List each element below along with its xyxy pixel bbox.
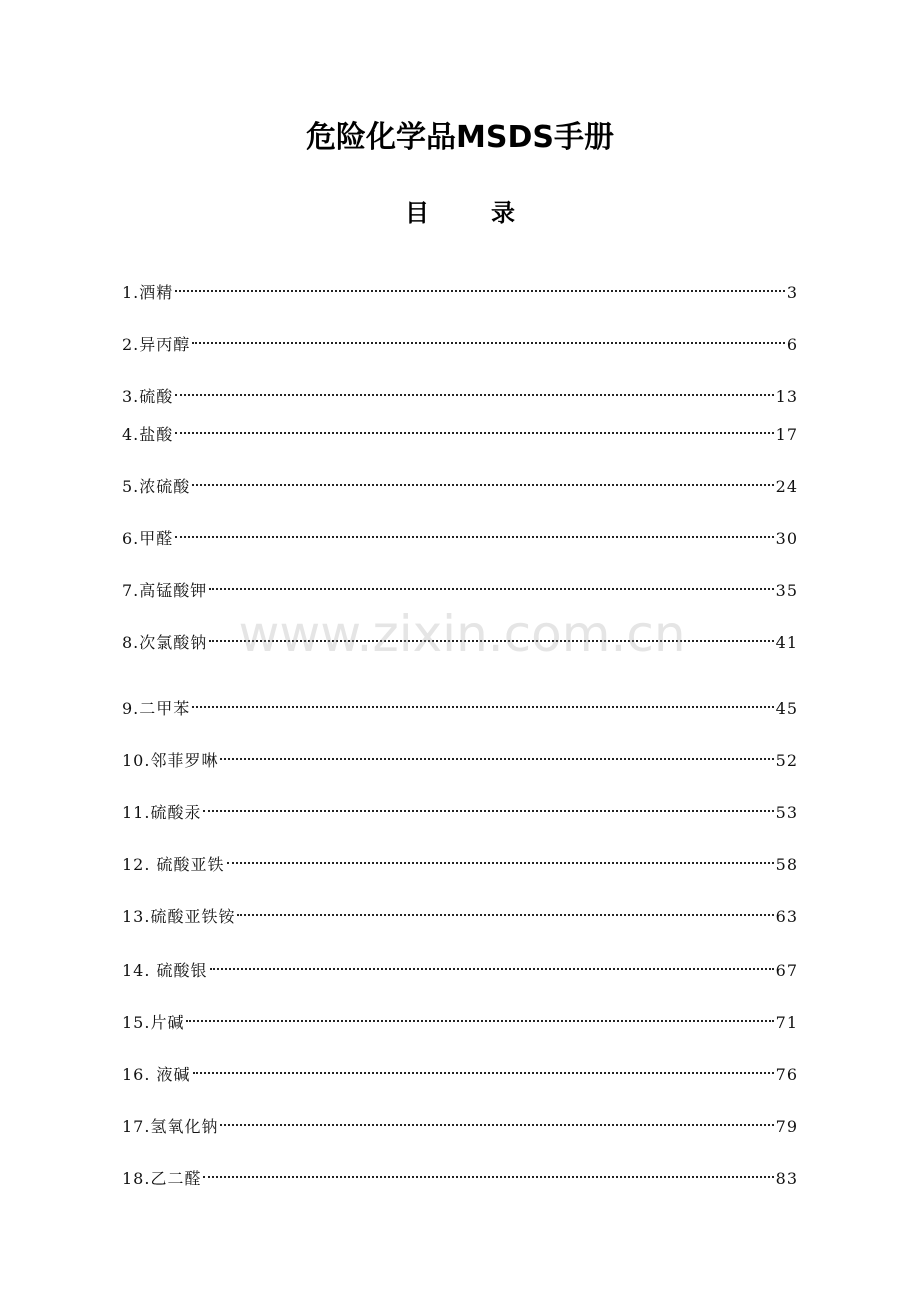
toc-entry[interactable]: [122, 1108, 798, 1136]
toc-leader-dots: [203, 794, 773, 818]
toc-entry[interactable]: [122, 952, 798, 980]
toc-leader-dots: [209, 572, 773, 596]
toc-entry-page: 17: [775, 425, 798, 444]
toc-entry[interactable]: [122, 416, 798, 444]
toc-entry-page: 76: [775, 1065, 798, 1084]
toc-entry[interactable]: [122, 378, 798, 406]
toc-entry-page: 83: [775, 1169, 798, 1188]
toc-entry-label: 18.乙二醛: [122, 1169, 202, 1188]
toc-entry-page: 58: [775, 855, 798, 874]
toc-entry[interactable]: [122, 624, 798, 652]
toc-leader-dots: [203, 1160, 773, 1184]
toc-leader-dots: [186, 1004, 773, 1028]
toc-entry-label: 11.硫酸汞: [122, 803, 202, 822]
toc-leader-dots: [192, 326, 785, 350]
toc-entry[interactable]: [122, 274, 798, 302]
toc-entry[interactable]: [122, 468, 798, 496]
toc-entry-page: 41: [775, 633, 798, 652]
toc-leader-dots: [220, 742, 773, 766]
toc-entry-label: 2.异丙醇: [122, 335, 191, 354]
toc-entry-label: 7.高锰酸钾: [122, 581, 208, 600]
toc-entry-page: 35: [775, 581, 798, 600]
toc-entry[interactable]: [122, 1056, 798, 1084]
toc-leader-dots: [175, 274, 785, 298]
toc-entry[interactable]: [122, 326, 798, 354]
toc-entry[interactable]: [122, 898, 798, 926]
toc-leader-dots: [175, 378, 773, 402]
toc-leader-dots: [175, 520, 773, 544]
toc-heading-char-2: 录: [491, 199, 515, 227]
toc-entry[interactable]: [122, 572, 798, 600]
toc-entry-page: 30: [775, 529, 798, 548]
watermark: www.zixin.com.cn: [238, 605, 686, 663]
toc-entry-label: 9.二甲苯: [122, 699, 191, 718]
toc-leader-dots: [175, 416, 773, 440]
toc-entry-page: 52: [775, 751, 798, 770]
toc-entry-label: 5.浓硫酸: [122, 477, 191, 496]
toc-entry-page: 67: [775, 961, 798, 980]
toc-leader-dots: [192, 690, 773, 714]
toc-entry-page: 45: [775, 699, 798, 718]
toc-heading-char-1: 目: [405, 199, 429, 227]
toc-entry[interactable]: [122, 794, 798, 822]
document-title: 危险化学品MSDS手册: [306, 120, 614, 155]
toc-entry-label: 6.甲醛: [122, 529, 174, 548]
toc-entry-page: 6: [786, 335, 798, 354]
toc-entry-label: 12. 硫酸亚铁: [122, 855, 225, 874]
toc-entry-label: 8.次氯酸钠: [122, 633, 208, 652]
toc-leader-dots: [209, 624, 773, 648]
toc-entry-label: 3.硫酸: [122, 387, 174, 406]
toc-entry-page: 24: [775, 477, 798, 496]
toc-entry-label: 4.盐酸: [122, 425, 174, 444]
toc-leader-dots: [192, 468, 773, 492]
toc-leader-dots: [193, 1056, 774, 1080]
toc-entry-label: 1.酒精: [122, 283, 174, 302]
toc-entry-label: 15.片碱: [122, 1013, 185, 1032]
toc-heading: [0, 196, 920, 230]
toc-entry-page: 63: [775, 907, 798, 926]
toc-entry[interactable]: [122, 846, 798, 874]
toc-entry[interactable]: [122, 690, 798, 718]
toc-entry-label: 17.氢氧化钠: [122, 1117, 219, 1136]
toc-leader-dots: [227, 846, 774, 870]
toc-entry-page: 71: [775, 1013, 798, 1032]
toc-entry[interactable]: [122, 1160, 798, 1188]
toc-entry[interactable]: [122, 520, 798, 548]
toc-entry[interactable]: [122, 1004, 798, 1032]
toc-entry[interactable]: [122, 742, 798, 770]
toc-leader-dots: [220, 1108, 773, 1132]
toc-leader-dots: [237, 898, 773, 922]
toc-entry-page: 53: [775, 803, 798, 822]
toc-entry-label: 16. 液碱: [122, 1065, 191, 1084]
toc-entry-page: 13: [775, 387, 798, 406]
toc-entry-page: 3: [786, 283, 798, 302]
toc-entry-label: 13.硫酸亚铁铵: [122, 907, 236, 926]
toc-leader-dots: [210, 952, 774, 976]
toc-entry-page: 79: [775, 1117, 798, 1136]
toc-entry-label: 10.邻菲罗啉: [122, 751, 219, 770]
toc-entry-label: 14. 硫酸银: [122, 961, 208, 980]
